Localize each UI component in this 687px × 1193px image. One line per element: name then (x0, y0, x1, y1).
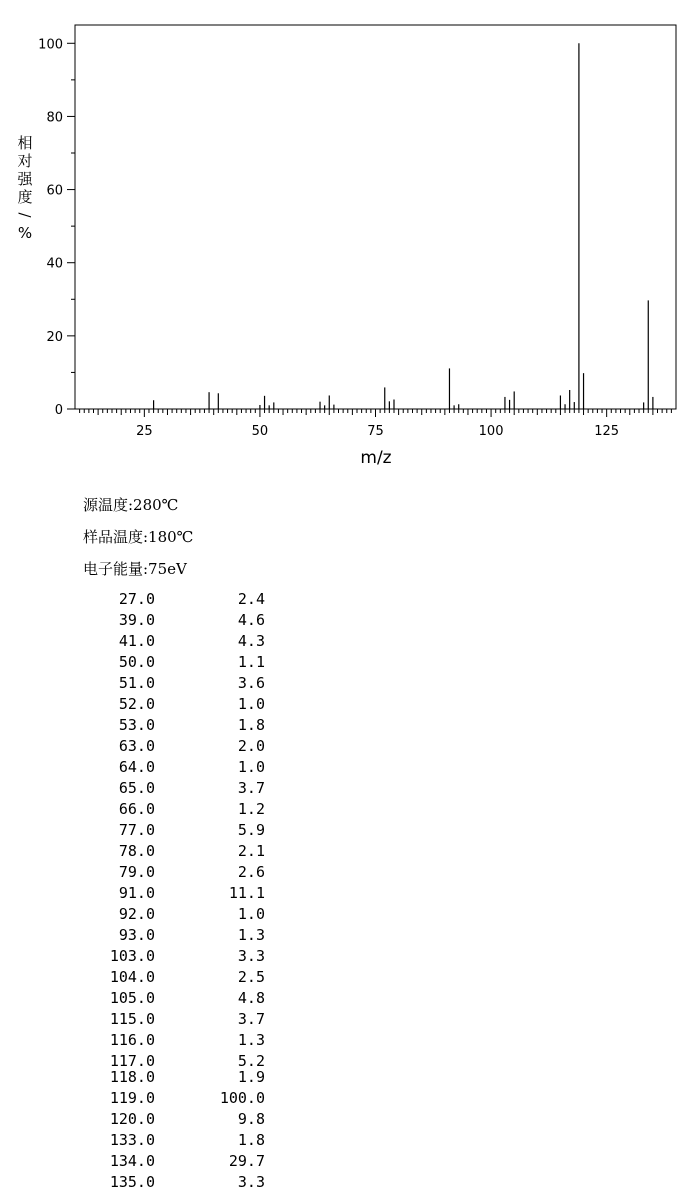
table-row (0, 632, 300, 652)
x-tick-label: 50 (251, 424, 269, 439)
mz-value: 53.0 (118, 716, 155, 734)
relative-abundance-value: 1.0 (237, 905, 265, 923)
table-row (0, 968, 300, 988)
y-tick-label: 80 (46, 110, 63, 126)
table-row (0, 1152, 300, 1172)
electron-energy: 电子能量:75eV (83, 560, 187, 578)
mz-value: 78.0 (118, 842, 155, 860)
relative-abundance-value: 4.6 (237, 611, 265, 629)
mz-value: 103.0 (109, 947, 155, 965)
table-row (0, 1068, 300, 1088)
table-row (0, 926, 300, 946)
y-axis-title-char: 相 (17, 134, 33, 152)
table-row (0, 611, 300, 631)
y-tick-label: 100 (38, 37, 63, 53)
table-row (0, 905, 300, 925)
relative-abundance-value: 3.7 (237, 1010, 265, 1028)
mz-value: 51.0 (118, 674, 155, 692)
mz-value: 41.0 (118, 632, 155, 650)
table-row (0, 863, 300, 883)
plot-frame (75, 25, 676, 409)
table-row (0, 1173, 300, 1193)
y-tick-label: 40 (46, 256, 63, 272)
mz-value: 50.0 (118, 653, 155, 671)
relative-abundance-value: 5.9 (237, 821, 265, 839)
table-row (0, 653, 300, 673)
y-axis-title-char: % (17, 224, 33, 242)
mz-value: 66.0 (118, 800, 155, 818)
table-row (0, 821, 300, 841)
table-row (0, 695, 300, 715)
mz-value: 135.0 (109, 1173, 155, 1191)
mz-value: 119.0 (109, 1089, 155, 1107)
relative-abundance-value: 11.1 (228, 884, 265, 902)
y-axis-label (16, 134, 34, 242)
table-row (0, 989, 300, 1009)
mz-value: 115.0 (109, 1010, 155, 1028)
y-axis-title-char: 度 (17, 188, 33, 206)
table-row (0, 1110, 300, 1130)
table-row (0, 737, 300, 757)
mz-value: 91.0 (118, 884, 155, 902)
y-axis (38, 37, 75, 418)
relative-abundance-value: 3.3 (237, 1173, 265, 1191)
table-row (0, 1010, 300, 1030)
table-row (0, 779, 300, 799)
relative-abundance-value: 1.0 (237, 695, 265, 713)
relative-abundance-value: 5.2 (237, 1052, 265, 1070)
x-tick-label: 125 (594, 424, 620, 439)
table-row (0, 1089, 300, 1109)
mz-value: 105.0 (109, 989, 155, 1007)
mz-value: 117.0 (109, 1052, 155, 1070)
x-axis-label (360, 448, 391, 468)
relative-abundance-value: 4.3 (237, 632, 265, 650)
table-row (0, 884, 300, 904)
table-row (0, 947, 300, 967)
table-row (0, 674, 300, 694)
mz-value: 93.0 (118, 926, 155, 944)
table-row (0, 758, 300, 778)
mz-value: 52.0 (118, 695, 155, 713)
x-tick-label: 75 (367, 424, 384, 439)
table-row (0, 1031, 300, 1051)
relative-abundance-value: 3.7 (237, 779, 265, 797)
y-tick-label: 20 (46, 329, 63, 345)
relative-abundance-value: 1.8 (237, 1131, 265, 1149)
mz-value: 134.0 (109, 1152, 155, 1170)
mz-value: 92.0 (118, 905, 155, 923)
mz-value: 133.0 (109, 1131, 155, 1149)
table-row (0, 800, 300, 820)
relative-abundance-value: 100.0 (219, 1089, 265, 1107)
relative-abundance-value: 1.0 (237, 758, 265, 776)
relative-abundance-value: 3.3 (237, 947, 265, 965)
x-axis-title: m/z (360, 448, 392, 468)
relative-abundance-value: 1.8 (237, 716, 265, 734)
mz-value: 79.0 (118, 863, 155, 881)
x-tick-label: 100 (478, 424, 504, 439)
peaks (154, 43, 653, 409)
mz-value: 39.0 (118, 611, 155, 629)
table-row (0, 716, 300, 736)
mz-value: 118.0 (109, 1068, 155, 1086)
relative-abundance-value: 1.3 (237, 926, 265, 944)
relative-abundance-value: 1.1 (237, 653, 265, 671)
y-axis-title-char: 对 (17, 152, 33, 170)
relative-abundance-value: 4.8 (237, 989, 265, 1007)
y-tick-label: 0 (54, 403, 63, 418)
relative-abundance-value: 2.6 (237, 863, 265, 881)
mz-value: 64.0 (118, 758, 155, 776)
mz-value: 77.0 (118, 821, 155, 839)
y-axis-title-char: 强 (17, 170, 33, 188)
relative-abundance-value: 29.7 (228, 1152, 265, 1170)
mz-value: 27.0 (118, 590, 155, 608)
source-temperature: 源温度:280℃ (83, 496, 179, 514)
relative-abundance-value: 1.2 (237, 800, 265, 818)
x-axis (80, 409, 672, 439)
relative-abundance-value: 2.5 (237, 968, 265, 986)
mz-value: 120.0 (109, 1110, 155, 1128)
relative-abundance-value: 9.8 (237, 1110, 265, 1128)
y-axis-title-char: / (16, 212, 34, 218)
relative-abundance-value: 1.9 (237, 1068, 265, 1086)
mz-value: 116.0 (109, 1031, 155, 1049)
relative-abundance-value: 2.1 (237, 842, 265, 860)
plot-border (75, 25, 676, 409)
relative-abundance-value: 3.6 (237, 674, 265, 692)
x-tick-label: 25 (136, 424, 153, 439)
mz-value: 104.0 (109, 968, 155, 986)
table-row (0, 590, 300, 610)
relative-abundance-value: 1.3 (237, 1031, 265, 1049)
mz-value: 65.0 (118, 779, 155, 797)
sample-temperature: 样品温度:180℃ (83, 528, 194, 546)
mz-value: 63.0 (118, 737, 155, 755)
y-tick-label: 60 (46, 183, 63, 199)
mass-spectrum-chart (0, 0, 687, 480)
table-row (0, 1131, 300, 1151)
relative-abundance-value: 2.0 (237, 737, 265, 755)
table-row (0, 842, 300, 862)
relative-abundance-value: 2.4 (237, 590, 265, 608)
